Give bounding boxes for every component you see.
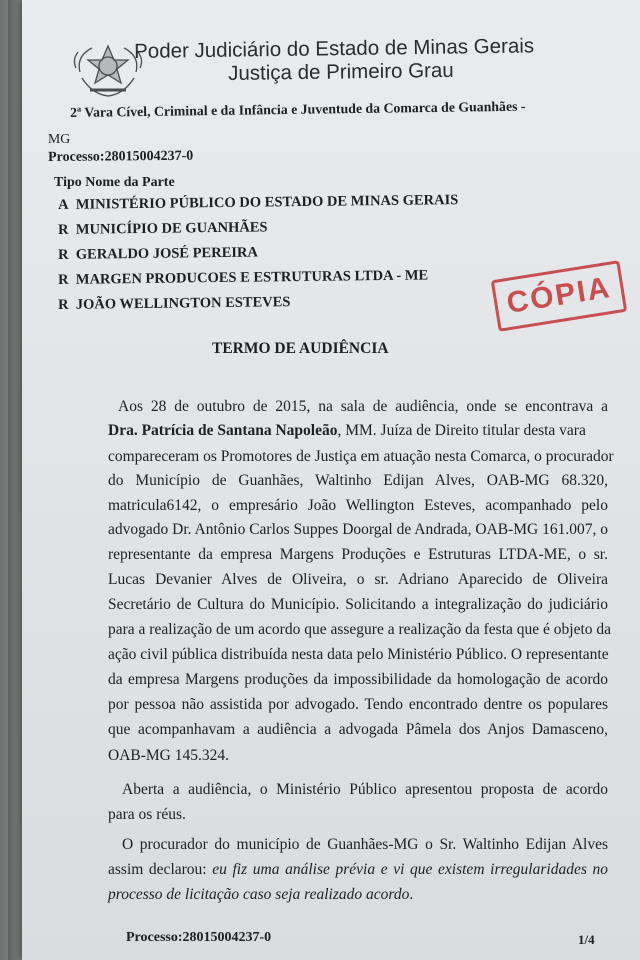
body-line: Aos 28 de outubro de 2015, na sala de audiência, onde se encontrava a bbox=[118, 398, 608, 415]
court-vara-line: 2ª Vara Cível, Criminal e da Infância e Juventude da Comarca de Guanhães - bbox=[70, 98, 526, 120]
document-title: TERMO DE AUDIÊNCIA bbox=[212, 340, 389, 357]
quote-text: processo de licitação caso seja realizado acordo bbox=[108, 886, 410, 903]
body-line: OAB-MG 145.324. bbox=[108, 747, 229, 764]
footer-process-number: Processo:28015004237-0 bbox=[126, 930, 272, 945]
party-type: R bbox=[58, 246, 69, 263]
body-line: compareceram os Promotores de Justiça em atuação nesta Comarca, o procurador bbox=[108, 448, 614, 465]
body-line: para a realização de um acordo que assegure a realização da festa que é objeto da bbox=[108, 621, 612, 638]
body-line: ação civil pública distribuída nesta data pelo Ministério Público. O representante bbox=[108, 646, 609, 663]
body-line: O procurador do município de Guanhães-MG o Sr. Waltinho Edijan Alves bbox=[122, 836, 608, 853]
court-vara-state: MG bbox=[48, 131, 71, 146]
body-line: que acompanhavam a audiência a advogada Pâmela dos Anjos Damasceno, bbox=[108, 721, 608, 738]
court-name: Poder Judiciário do Estado de Minas Gerais bbox=[134, 34, 535, 63]
party-type: R bbox=[58, 296, 69, 313]
parties-heading: Tipo Nome da Parte bbox=[54, 175, 175, 190]
judge-name: Dra. Patrícia de Santana Napoleão bbox=[108, 422, 338, 439]
quote-end: . bbox=[409, 886, 414, 903]
party-row bbox=[58, 294, 291, 314]
body-line: Secretário de Cultura do Município. Solicitando a integralização do judiciário bbox=[108, 596, 608, 613]
party-row bbox=[58, 219, 268, 239]
party-type: R bbox=[58, 271, 69, 288]
body-line-quote bbox=[108, 861, 608, 879]
copy-stamp: CÓPIA bbox=[491, 260, 628, 332]
body-line-judge bbox=[108, 422, 608, 440]
body-line: Aberta a audiência, o Ministério Público apresentou proposta de acordo bbox=[122, 781, 608, 798]
party-type: R bbox=[58, 221, 69, 238]
body-line: por pessoa não assistida por advogado. Tendo encontrado dentre os populares bbox=[108, 696, 608, 713]
party-row bbox=[58, 245, 258, 264]
process-number: Processo:28015004237-0 bbox=[48, 148, 194, 165]
party-type: A bbox=[58, 196, 69, 213]
court-instance: Justiça de Primeiro Grau bbox=[228, 58, 454, 85]
body-line: representante da empresa Margens Produções e Estruturas LTDA-ME, o sr. bbox=[108, 546, 608, 563]
body-line: da empresa Margens produções da impossibilidade da homologação de acordo bbox=[108, 671, 608, 688]
party-name: MARGEN PRODUCOES E ESTRUTURAS LTDA - ME bbox=[75, 267, 429, 288]
quote-intro: assim declarou: bbox=[108, 861, 213, 878]
party-name: GERALDO JOSÉ PEREIRA bbox=[75, 244, 259, 263]
body-line: matricula6142, o empresário João Wellington Esteves, acompanhado pelo bbox=[108, 497, 608, 514]
page-number: 1/4 bbox=[578, 932, 595, 947]
body-line: para os réus. bbox=[108, 806, 186, 823]
quote-text: eu fiz uma análise prévia e vi que existem irregularidades no bbox=[212, 861, 608, 878]
document-page bbox=[22, 0, 640, 960]
party-name: JOÃO WELLINGTON ESTEVES bbox=[75, 294, 291, 313]
judge-rest: , MM. Juíza de Direito titular desta vara bbox=[337, 422, 586, 439]
party-row bbox=[58, 267, 428, 289]
party-name: MINISTÉRIO PÚBLICO DO ESTADO DE MINAS GERAIS bbox=[75, 192, 459, 213]
party-name: MUNICÍPIO DE GUANHÃES bbox=[75, 219, 268, 238]
body-line: advogado Dr. Antônio Carlos Suppes Doorgal de Andrada, OAB-MG 161.007, o bbox=[108, 521, 608, 538]
body-line: Lucas Devanier Alves de Oliveira, o sr. Adriano Aparecido de Oliveira bbox=[108, 571, 608, 588]
body-line: do Município de Guanhães, Waltinho Edijan Alves, OAB-MG 68.320, bbox=[108, 472, 608, 489]
body-line-quote bbox=[108, 886, 608, 904]
party-row bbox=[58, 192, 458, 214]
